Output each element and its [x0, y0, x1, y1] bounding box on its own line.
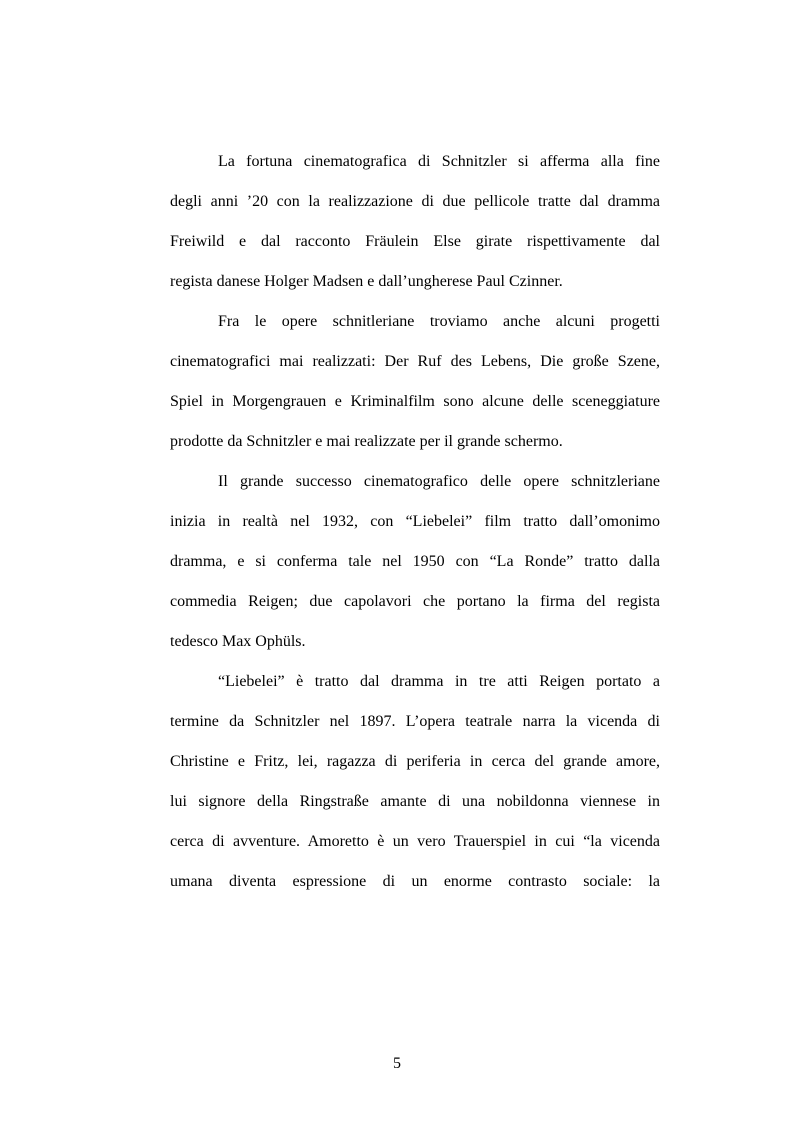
- text-line: prodotte da Schnitzler e mai realizzate per il grande schermo.: [170, 433, 563, 450]
- text-line: dramma, e si conferma tale nel 1950 con “La Ronde” tratto dalla: [170, 553, 660, 570]
- text-line: regista danese Holger Madsen e dall’ungherese Paul Czinner.: [170, 273, 563, 290]
- page-number: 5: [393, 1055, 401, 1072]
- text-line: commedia Reigen; due capolavori che portano la firma del regista: [170, 593, 660, 610]
- text-line: Christine e Fritz, lei, ragazza di periferia in cerca del grande amore,: [170, 753, 660, 770]
- text-line: La fortuna cinematografica di Schnitzler si afferma alla fine: [218, 153, 660, 170]
- text-line: umana diventa espressione di un enorme contrasto sociale: la: [170, 873, 660, 890]
- text-line: degli anni ’20 con la realizzazione di due pellicole tratte dal dramma: [170, 193, 660, 210]
- text-line: Il grande successo cinematografico delle opere schnitzleriane: [218, 473, 660, 490]
- text-line: cinematografici mai realizzati: Der Ruf des Lebens, Die große Szene,: [170, 353, 660, 370]
- text-line: inizia in realtà nel 1932, con “Liebelei” film tratto dall’omonimo: [170, 513, 660, 530]
- text-line: lui signore della Ringstraße amante di una nobildonna viennese in: [170, 793, 660, 810]
- text-line: Spiel in Morgengrauen e Kriminalfilm sono alcune delle sceneggiature: [170, 393, 660, 410]
- text-line: “Liebelei” è tratto dal dramma in tre atti Reigen portato a: [218, 673, 660, 690]
- text-line: Fra le opere schnitleriane troviamo anche alcuni progetti: [218, 313, 660, 330]
- text-line: Freiwild e dal racconto Fräulein Else girate rispettivamente dal: [170, 233, 660, 250]
- body-text: [170, 142, 660, 902]
- text-line: tedesco Max Ophüls.: [170, 633, 306, 650]
- text-line: termine da Schnitzler nel 1897. L’opera teatrale narra la vicenda di: [170, 713, 660, 730]
- text-line: cerca di avventure. Amoretto è un vero Trauerspiel in cui “la vicenda: [170, 833, 660, 850]
